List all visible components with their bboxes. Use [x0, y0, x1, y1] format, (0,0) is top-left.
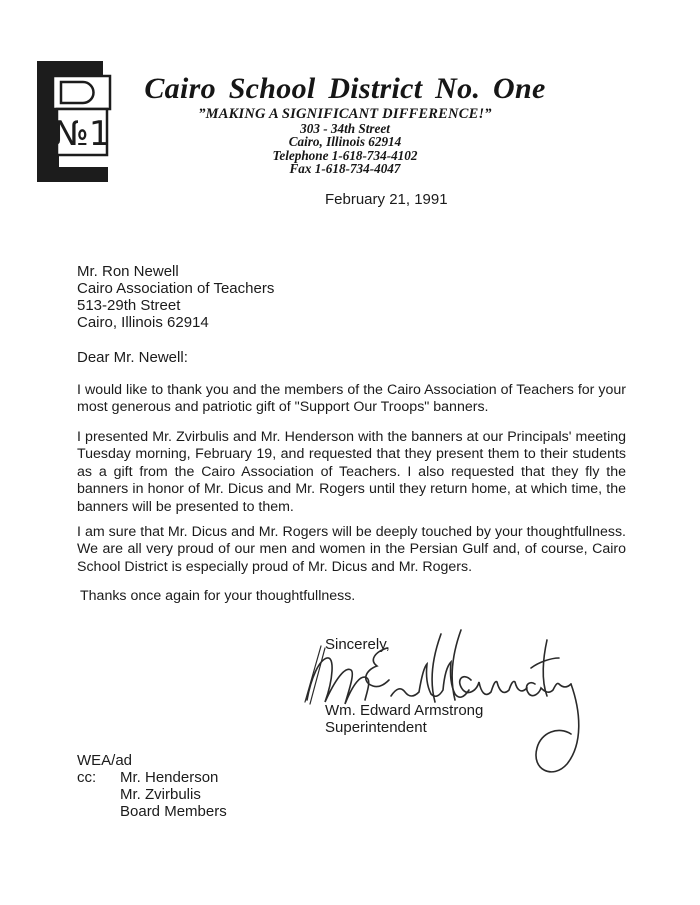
district-logo-icon: [37, 59, 122, 185]
recipient-name: Mr. Ron Newell: [77, 263, 179, 280]
letterhead-fax: Fax 1-618-734-4047: [289, 161, 401, 177]
logo-number-label: №1: [53, 114, 111, 154]
district-motto: ”MAKING A SIGNIFICANT DIFFERENCE!”: [198, 106, 492, 122]
recipient-city: Cairo, Illinois 62914: [77, 314, 209, 331]
salutation: Dear Mr. Newell:: [77, 349, 188, 366]
cc-item: Mr. Henderson: [120, 769, 219, 786]
letterhead-city: Cairo, Illinois 62914: [288, 134, 402, 150]
recipient-address: [77, 263, 274, 331]
district-title: Cairo School District No. One: [144, 72, 546, 105]
recipient-street: 513-29th Street: [77, 297, 181, 314]
body-paragraph-3: I am sure that Mr. Dicus and Mr. Rogers will be deeply touched by your thoughtfullness. We are all very proud of our men and women in the Persian Gulf and, of course, Cairo School District is especially proud of Mr. Dicus and Mr. Rogers.: [77, 524, 626, 575]
valediction: Sincerely,: [325, 636, 390, 653]
cc-label: cc:: [77, 769, 97, 786]
signer-title: Superintendent: [325, 719, 427, 736]
body-paragraph-2: I presented Mr. Zvirbulis and Mr. Henderson with the banners at our Principals' meeting Tuesday morning, February 19, and requested that they present them to their students as a gift from the Cairo Association of Teachers. I also requested that they fly the banners in honor of Mr. Dicus and Mr. Rogers until they return home, at which time, the banners will be presented to them.: [77, 429, 626, 515]
letterhead-telephone: Telephone 1-618-734-4102: [272, 147, 418, 163]
letterhead-street: 303 - 34th Street: [300, 121, 390, 136]
body-paragraph-4: Thanks once again for your thoughtfullness.: [80, 588, 356, 604]
letter-date: February 21, 1991: [325, 191, 448, 208]
cc-list: [120, 769, 227, 821]
body-paragraph-1: I would like to thank you and the members of the Cairo Association of Teachers for your most generous and patriotic gift of "Support Our Troops" banners.: [77, 382, 626, 416]
cc-item: Mr. Zvirbulis: [120, 786, 201, 804]
cc-item: Board Members: [120, 803, 227, 821]
letterhead: [120, 73, 570, 176]
recipient-org: Cairo Association of Teachers: [77, 280, 275, 297]
typist-reference: WEA/ad: [77, 752, 133, 769]
signer-name: Wm. Edward Armstrong: [325, 702, 484, 719]
